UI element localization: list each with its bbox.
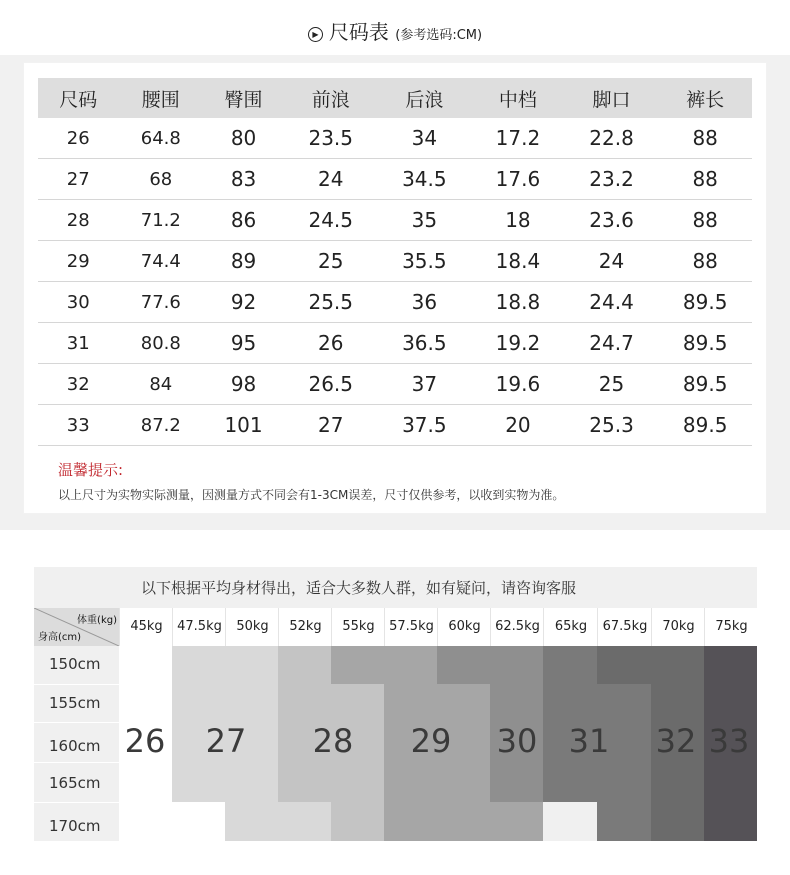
table-cell: 23.5 [284, 118, 378, 159]
table-header-row [38, 78, 752, 118]
table-cell: 88 [658, 118, 752, 159]
table-cell: 35.5 [378, 241, 472, 282]
col-header: 中档 [471, 78, 565, 118]
table-cell: 18.8 [471, 282, 565, 323]
col-header: 腰围 [118, 78, 203, 118]
weight-header-cell: 60kg [437, 608, 491, 646]
table-cell: 98 [203, 364, 284, 405]
table-cell: 28 [38, 200, 118, 241]
height-label: 155cm [49, 694, 101, 712]
weight-header-cell: 50kg [225, 608, 279, 646]
page-title [0, 16, 790, 45]
play-circle-icon: ▶ [308, 27, 323, 42]
table-cell: 68 [118, 159, 203, 200]
col-header: 裤长 [658, 78, 752, 118]
height-separator [34, 684, 119, 685]
table-cell: 25.5 [284, 282, 378, 323]
table-cell: 18 [471, 200, 565, 241]
weight-header-cell: 52kg [278, 608, 332, 646]
size-label: 28 [312, 722, 354, 760]
weight-header-cell: 47.5kg [172, 608, 226, 646]
table-cell: 32 [38, 364, 118, 405]
table-cell: 35 [378, 200, 472, 241]
table-cell: 25.3 [565, 405, 659, 446]
weight-header-cell: 45kg [119, 608, 173, 646]
table-cell: 64.8 [118, 118, 203, 159]
table-cell: 84 [118, 364, 203, 405]
size-label: 30 [496, 722, 538, 760]
table-cell: 24.7 [565, 323, 659, 364]
table-cell: 88 [658, 241, 752, 282]
col-header: 后浪 [378, 78, 472, 118]
table-cell: 27 [284, 405, 378, 446]
table-cell: 26.5 [284, 364, 378, 405]
title-sub: (参考选码:CM) [395, 28, 483, 43]
table-row [38, 364, 752, 405]
table-cell: 88 [658, 200, 752, 241]
table-cell: 23.6 [565, 200, 659, 241]
height-separator [34, 802, 119, 803]
table-cell: 24 [284, 159, 378, 200]
size-region-27 [225, 802, 331, 841]
table-cell: 33 [38, 405, 118, 446]
size-region-31 [543, 646, 597, 684]
table-cell: 26 [38, 118, 118, 159]
panel-border-top [0, 55, 790, 63]
table-row [38, 200, 752, 241]
table-row [38, 405, 752, 446]
table-cell: 20 [471, 405, 565, 446]
table-cell: 80 [203, 118, 284, 159]
table-cell: 36.5 [378, 323, 472, 364]
table-row [38, 282, 752, 323]
size-label: 31 [568, 722, 610, 760]
table-cell: 86 [203, 200, 284, 241]
table-cell: 24 [565, 241, 659, 282]
weight-header-cell: 75kg [704, 608, 758, 646]
table-cell: 30 [38, 282, 118, 323]
table-cell: 77.6 [118, 282, 203, 323]
size-region-32 [597, 646, 704, 684]
weight-header-cell: 65kg [543, 608, 598, 646]
table-cell: 31 [38, 323, 118, 364]
weight-header-cell: 62.5kg [490, 608, 544, 646]
weight-header-cell: 67.5kg [597, 608, 652, 646]
table-cell: 89 [203, 241, 284, 282]
table-cell: 101 [203, 405, 284, 446]
table-cell: 37 [378, 364, 472, 405]
table-cell: 24.4 [565, 282, 659, 323]
weight-header-cell: 55kg [331, 608, 385, 646]
table-cell: 88 [658, 159, 752, 200]
table-cell: 80.8 [118, 323, 203, 364]
table-cell: 34 [378, 118, 472, 159]
size-region-26 [119, 802, 225, 841]
height-label: 150cm [49, 655, 101, 673]
panel-border-bottom [0, 513, 790, 530]
table-cell: 36 [378, 282, 472, 323]
table-cell: 29 [38, 241, 118, 282]
table-cell: 92 [203, 282, 284, 323]
weight-header-cell: 70kg [651, 608, 705, 646]
size-region-30 [437, 646, 543, 684]
height-label: 160cm [49, 737, 101, 755]
table-cell: 24.5 [284, 200, 378, 241]
height-label: 165cm [49, 774, 101, 792]
weight-header-cell: 57.5kg [384, 608, 438, 646]
col-header: 脚口 [565, 78, 659, 118]
table-cell: 17.2 [471, 118, 565, 159]
table-cell: 23.2 [565, 159, 659, 200]
size-region-29 [331, 646, 437, 684]
table-cell: 89.5 [658, 405, 752, 446]
size-region-28 [331, 802, 384, 841]
size-label: 33 [708, 722, 750, 760]
table-cell: 71.2 [118, 200, 203, 241]
panel-border-left [0, 55, 24, 530]
chart-heading: 以下根据平均身材得出，适合大多数人群，如有疑问，请咨询客服 [141, 579, 577, 597]
table-cell: 26 [284, 323, 378, 364]
title-main: 尺码表 [328, 20, 389, 44]
table-row [38, 323, 752, 364]
table-cell: 83 [203, 159, 284, 200]
table-cell: 74.4 [118, 241, 203, 282]
height-separator [34, 762, 119, 763]
table-cell: 19.2 [471, 323, 565, 364]
tip-title: 温馨提示: [58, 461, 124, 479]
size-region-32 [651, 684, 704, 841]
table-row [38, 118, 752, 159]
col-header: 尺码 [38, 78, 118, 118]
size-label: 29 [410, 722, 452, 760]
table-cell: 89.5 [658, 323, 752, 364]
col-header: 臀围 [203, 78, 284, 118]
panel-border-right [766, 55, 790, 530]
size-region-29 [384, 802, 543, 841]
table-row [38, 241, 752, 282]
table-cell: 89.5 [658, 282, 752, 323]
table-cell: 95 [203, 323, 284, 364]
tip-text: 以上尺寸为实物实际测量，因测量方式不同会有1-3CM误差，尺寸仅供参考，以收到实物为准。 [58, 488, 565, 502]
table-cell: 27 [38, 159, 118, 200]
table-cell: 37.5 [378, 405, 472, 446]
chart-corner [34, 608, 119, 646]
table-cell: 22.8 [565, 118, 659, 159]
corner-weight-label: 体重(kg) [77, 615, 117, 626]
size-label: 27 [205, 722, 247, 760]
col-header: 前浪 [284, 78, 378, 118]
table-cell: 19.6 [471, 364, 565, 405]
table-cell: 18.4 [471, 241, 565, 282]
size-table [38, 78, 752, 446]
table-cell: 25 [565, 364, 659, 405]
corner-height-label: 身高(cm) [38, 632, 82, 643]
table-cell: 89.5 [658, 364, 752, 405]
size-label: 32 [655, 722, 697, 760]
size-region-31 [597, 802, 651, 841]
height-label: 170cm [49, 817, 101, 835]
table-cell: 34.5 [378, 159, 472, 200]
table-cell: 87.2 [118, 405, 203, 446]
table-cell: 25 [284, 241, 378, 282]
table-row [38, 159, 752, 200]
size-label: 26 [124, 722, 166, 760]
table-cell: 17.6 [471, 159, 565, 200]
size-region-28 [278, 646, 331, 684]
